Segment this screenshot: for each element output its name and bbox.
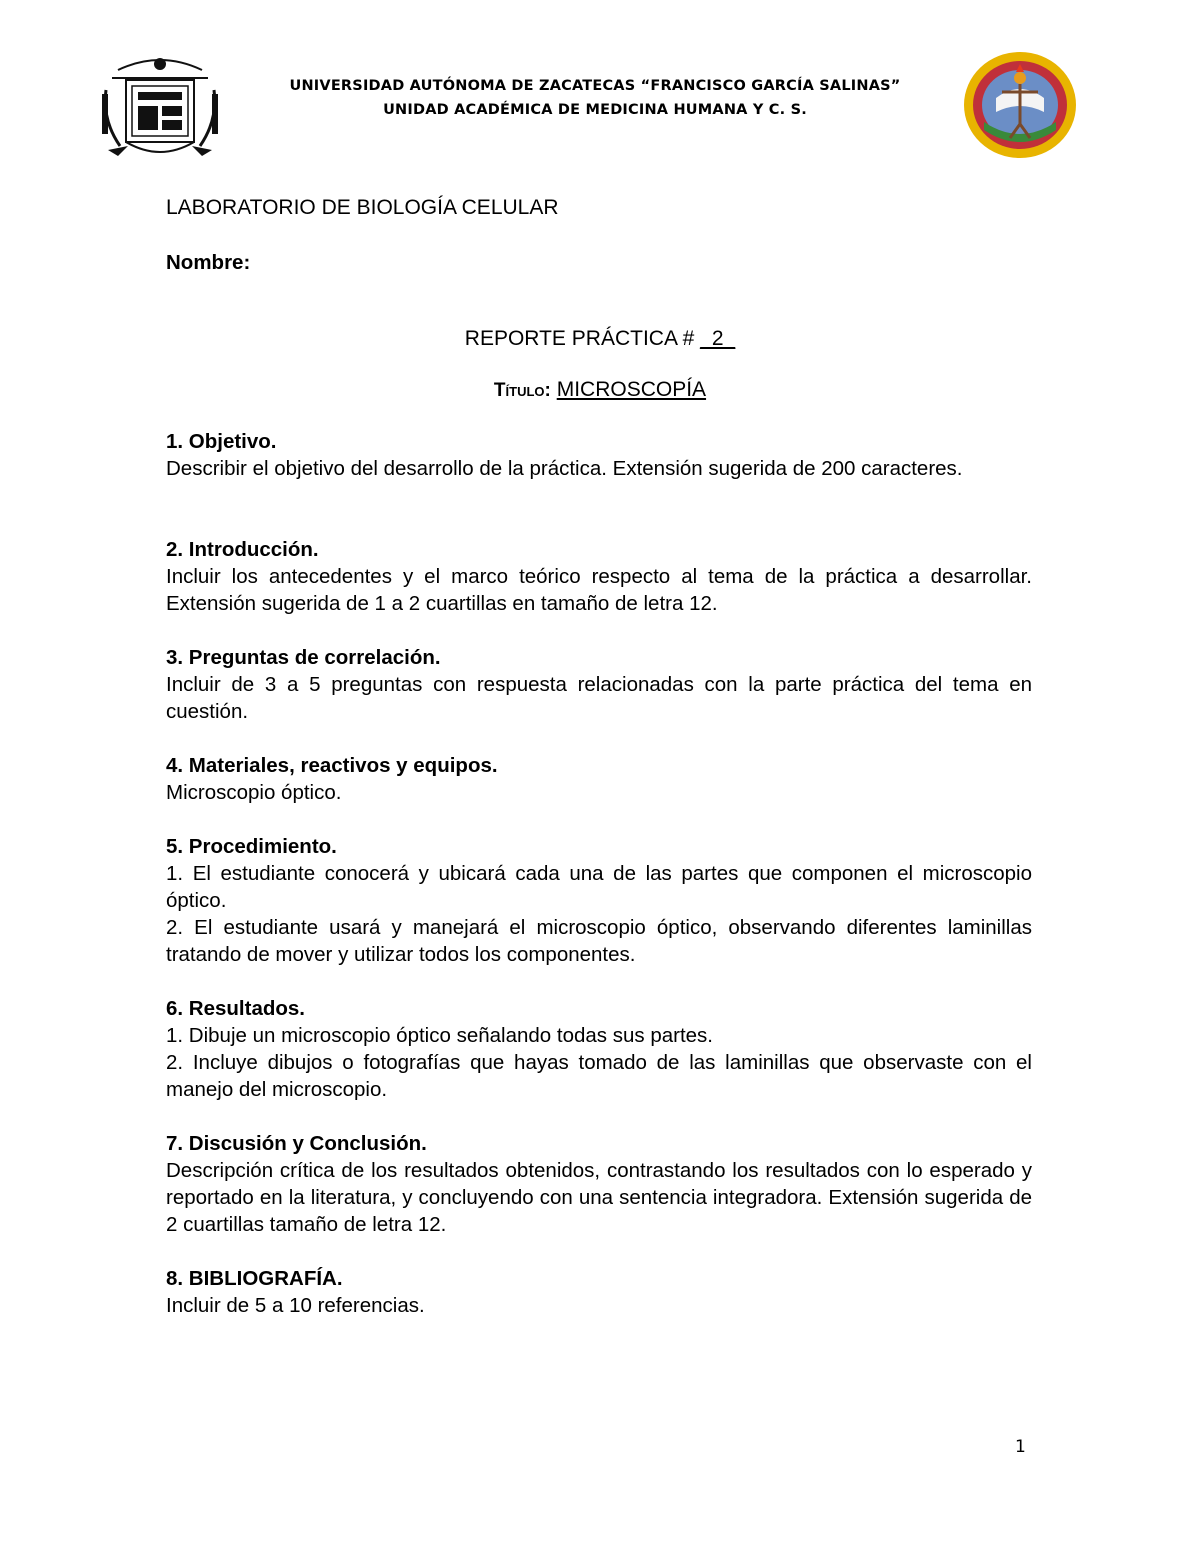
section-objetivo <box>166 428 1032 482</box>
section-discusion <box>166 1130 1032 1238</box>
university-crest-icon <box>98 50 222 160</box>
section-heading: 8. BIBLIOGRAFÍA. <box>166 1267 343 1290</box>
section-materiales <box>166 752 1032 806</box>
section-text: 2. Incluye dibujos o fotografías que hayas tomado de las laminillas que observaste con el manejo del microscopio. <box>166 1051 1032 1101</box>
report-heading <box>0 327 1200 351</box>
section-heading: 2. Introducción. <box>166 538 319 561</box>
section-text: 1. Dibuje un microscopio óptico señalando todas sus partes. <box>166 1024 713 1047</box>
page-number: 1 <box>1015 1437 1026 1457</box>
title-label: Título: <box>493 380 551 401</box>
section-text: Describir el objetivo del desarrollo de la práctica. Extensión sugerida de 200 caracteres. <box>166 457 963 480</box>
section-text: Incluir los antecedentes y el marco teórico respecto al tema de la práctica a desarrollar. Extensión sugerida de 1 a 2 cuartillas en tamaño de letra 12. <box>166 565 1032 615</box>
report-prefix: REPORTE PRÁCTICA # <box>464 327 701 350</box>
university-name: UNIVERSIDAD AUTÓNOMA DE ZACATECAS “FRANCISCO GARCÍA SALINAS” <box>289 78 901 94</box>
section-text: Incluir de 3 a 5 preguntas con respuesta relacionadas con la parte práctica del tema en cuestión. <box>166 673 1032 723</box>
section-text: 1. El estudiante conocerá y ubicará cada una de las partes que componen el microscopio óptico. <box>166 862 1032 912</box>
section-bibliografia <box>166 1265 1032 1319</box>
section-resultados <box>166 995 1032 1103</box>
name-label: Nombre: <box>166 251 251 274</box>
section-heading: 7. Discusión y Conclusión. <box>166 1132 427 1155</box>
section-heading: 3. Preguntas de correlación. <box>166 646 441 669</box>
section-procedimiento <box>166 833 1032 968</box>
section-preguntas <box>166 644 1032 725</box>
lab-title: LABORATORIO DE BIOLOGÍA CELULAR <box>166 196 559 219</box>
section-heading: 1. Objetivo. <box>166 430 277 453</box>
section-heading: 4. Materiales, reactivos y equipos. <box>166 754 498 777</box>
section-introduccion <box>166 536 1032 617</box>
header <box>230 74 960 122</box>
section-text: Descripción crítica de los resultados obtenidos, contrastando los resultados con lo esperado y reportado en la literatura, y concluyendo con una sentencia integradora. Extensión sugerida de 2 cuartillas tamaño de letra 12. <box>166 1159 1032 1236</box>
section-heading: 5. Procedimiento. <box>166 835 337 858</box>
report-title <box>0 378 1200 402</box>
report-number: _2_ <box>700 327 736 350</box>
section-heading: 6. Resultados. <box>166 997 305 1020</box>
section-text: Incluir de 5 a 10 referencias. <box>166 1294 425 1317</box>
section-text: 2. El estudiante usará y manejará el microscopio óptico, observando diferentes laminillas tratando de mover y utilizar todos los componentes. <box>166 916 1032 966</box>
medicine-seal-icon <box>962 50 1078 160</box>
title-value: MICROSCOPÍA <box>556 378 707 401</box>
section-text: Microscopio óptico. <box>166 781 342 804</box>
academic-unit: UNIDAD ACADÉMICA DE MEDICINA HUMANA Y C. S. <box>383 102 807 118</box>
